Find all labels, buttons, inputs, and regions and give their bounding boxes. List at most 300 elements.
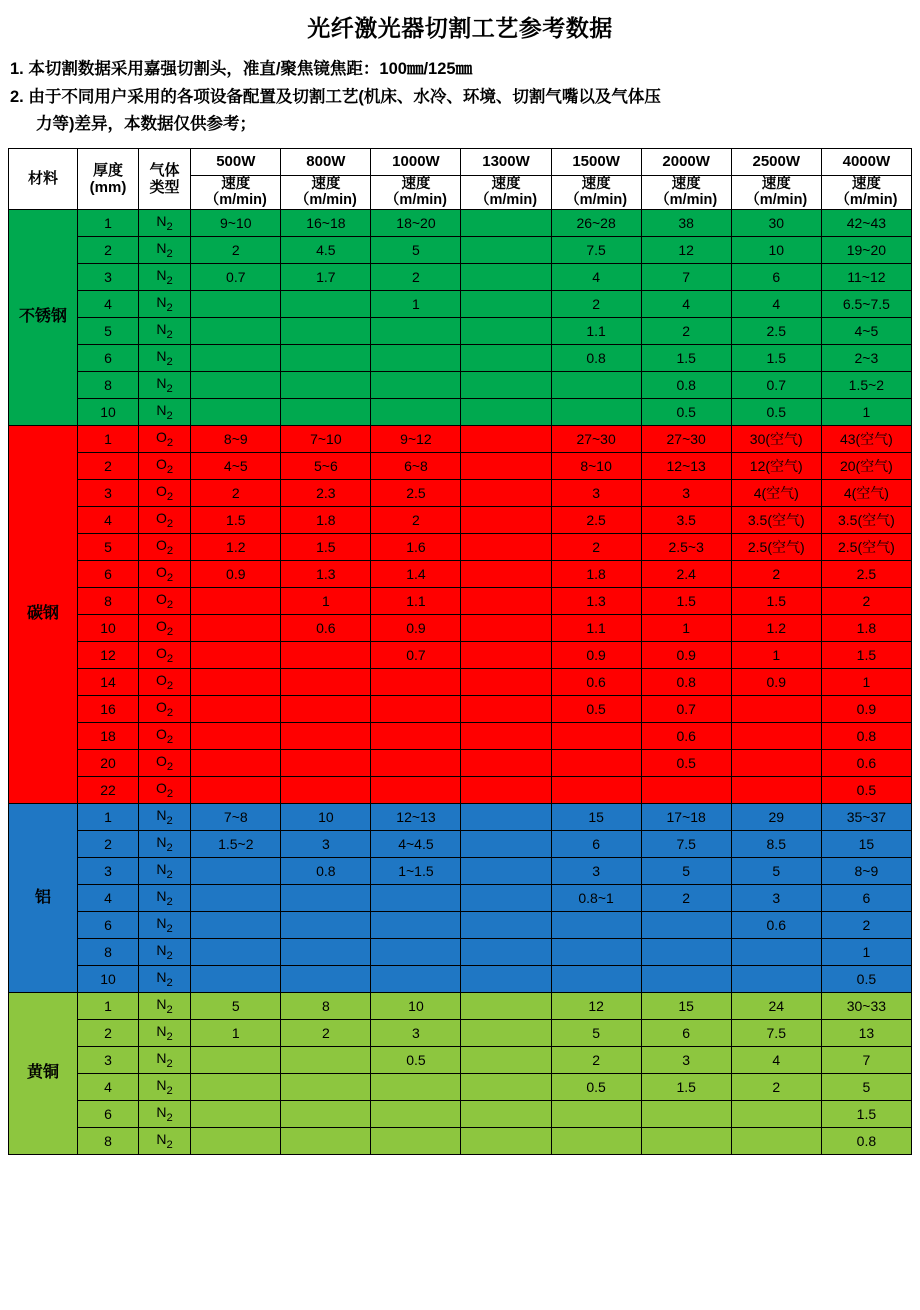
speed-cell xyxy=(461,1020,551,1047)
thickness-cell: 6 xyxy=(78,912,139,939)
header-speed-1000w xyxy=(371,175,461,209)
gas-cell: $O_2$ xyxy=(138,426,190,453)
speed-cell: 1.5 xyxy=(731,588,821,615)
speed-cell: 0.9 xyxy=(641,642,731,669)
speed-cell xyxy=(371,912,461,939)
table-row xyxy=(9,210,912,237)
speed-cell: 1.4 xyxy=(371,561,461,588)
speed-cell xyxy=(551,723,641,750)
speed-cell: 12 xyxy=(641,237,731,264)
speed-cell xyxy=(461,885,551,912)
speed-cell: 4 xyxy=(731,291,821,318)
speed-cell: 4.5 xyxy=(281,237,371,264)
speed-cell xyxy=(461,804,551,831)
speed-cell xyxy=(281,777,371,804)
table-row xyxy=(9,318,912,345)
header-speed-1500w xyxy=(551,175,641,209)
speed-cell xyxy=(191,966,281,993)
speed-cell: 5 xyxy=(821,1074,911,1101)
table-row xyxy=(9,426,912,453)
speed-cell: 1.5 xyxy=(821,642,911,669)
speed-cell: 8~10 xyxy=(551,453,641,480)
speed-cell: 17~18 xyxy=(641,804,731,831)
speed-cell: 3.5(空气) xyxy=(731,507,821,534)
speed-cell: 10 xyxy=(281,804,371,831)
speed-cell xyxy=(461,912,551,939)
thickness-cell: 4 xyxy=(78,1074,139,1101)
thickness-cell: 10 xyxy=(78,615,139,642)
speed-cell xyxy=(191,615,281,642)
speed-cell: 7 xyxy=(821,1047,911,1074)
speed-cell: 3 xyxy=(551,858,641,885)
header-speed-4000w xyxy=(821,175,911,209)
table-row xyxy=(9,453,912,480)
table-row xyxy=(9,534,912,561)
gas-cell: $O_2$ xyxy=(138,750,190,777)
speed-cell: 38 xyxy=(641,210,731,237)
table-row xyxy=(9,345,912,372)
speed-cell: 27~30 xyxy=(641,426,731,453)
speed-cell: 1.8 xyxy=(551,561,641,588)
speed-cell xyxy=(281,291,371,318)
thickness-cell: 18 xyxy=(78,723,139,750)
speed-cell: 0.7 xyxy=(641,696,731,723)
speed-cell: 2~3 xyxy=(821,345,911,372)
header-power-2500w: 2500W xyxy=(731,148,821,175)
speed-cell: 4 xyxy=(731,1047,821,1074)
table-row xyxy=(9,696,912,723)
thickness-cell: 5 xyxy=(78,318,139,345)
speed-cell xyxy=(551,1101,641,1128)
speed-cell: 3 xyxy=(641,1047,731,1074)
speed-cell: 2 xyxy=(821,912,911,939)
speed-cell xyxy=(551,1128,641,1155)
gas-cell: $N_2$ xyxy=(138,804,190,831)
speed-cell: 12 xyxy=(551,993,641,1020)
speed-cell xyxy=(461,993,551,1020)
header-material: 材料 xyxy=(9,148,78,209)
speed-cell xyxy=(461,237,551,264)
speed-cell: 2 xyxy=(191,237,281,264)
speed-cell xyxy=(731,1128,821,1155)
speed-cell: 2 xyxy=(371,507,461,534)
speed-cell: 0.9 xyxy=(191,561,281,588)
speed-cell xyxy=(191,372,281,399)
speed-cell: 0.5 xyxy=(371,1047,461,1074)
speed-cell: 5 xyxy=(371,237,461,264)
speed-cell xyxy=(191,642,281,669)
speed-cell: 8.5 xyxy=(731,831,821,858)
speed-cell xyxy=(461,561,551,588)
cutting-parameters-table xyxy=(8,148,912,1155)
speed-cell xyxy=(461,696,551,723)
speed-cell: 1~1.5 xyxy=(371,858,461,885)
speed-cell xyxy=(281,912,371,939)
speed-cell xyxy=(191,939,281,966)
speed-cell: 7.5 xyxy=(551,237,641,264)
speed-cell: 35~37 xyxy=(821,804,911,831)
speed-cell: 7.5 xyxy=(731,1020,821,1047)
speed-unit: （m/min) xyxy=(835,192,898,209)
speed-label: 速度 xyxy=(491,175,521,192)
gas-cell: $N_2$ xyxy=(138,966,190,993)
speed-cell: 0.5 xyxy=(641,750,731,777)
speed-cell: 3 xyxy=(641,480,731,507)
speed-label: 速度 xyxy=(221,175,251,192)
speed-cell: 0.6 xyxy=(641,723,731,750)
header-gas-line2: 类型 xyxy=(149,178,180,196)
speed-cell: 1 xyxy=(821,939,911,966)
table-row xyxy=(9,993,912,1020)
material-cell: 不锈钢 xyxy=(9,210,78,426)
speed-cell: 4~5 xyxy=(821,318,911,345)
header-gas xyxy=(138,148,190,209)
speed-cell: 2 xyxy=(731,561,821,588)
speed-cell: 0.6 xyxy=(821,750,911,777)
speed-cell xyxy=(281,372,371,399)
speed-cell: 15 xyxy=(551,804,641,831)
speed-cell xyxy=(551,912,641,939)
header-power-1500w: 1500W xyxy=(551,148,641,175)
speed-cell: 6 xyxy=(821,885,911,912)
gas-cell: $O_2$ xyxy=(138,777,190,804)
speed-cell xyxy=(191,1074,281,1101)
table-row xyxy=(9,399,912,426)
gas-cell: $N_2$ xyxy=(138,210,190,237)
speed-cell: 1 xyxy=(281,588,371,615)
header-power-1300w: 1300W xyxy=(461,148,551,175)
thickness-cell: 3 xyxy=(78,264,139,291)
gas-cell: $O_2$ xyxy=(138,507,190,534)
speed-cell: 2 xyxy=(641,885,731,912)
speed-cell xyxy=(731,723,821,750)
speed-cell: 5~6 xyxy=(281,453,371,480)
speed-cell: 7~8 xyxy=(191,804,281,831)
speed-cell: 7.5 xyxy=(641,831,731,858)
table-row xyxy=(9,858,912,885)
speed-cell: 15 xyxy=(641,993,731,1020)
notes-block xyxy=(10,57,912,138)
speed-cell: 1.5~2 xyxy=(821,372,911,399)
speed-cell xyxy=(731,696,821,723)
speed-cell: 0.6 xyxy=(731,912,821,939)
document-page xyxy=(0,10,920,1310)
speed-cell xyxy=(461,453,551,480)
gas-cell: $O_2$ xyxy=(138,615,190,642)
header-row-power xyxy=(9,148,912,175)
speed-cell: 1.5 xyxy=(641,1074,731,1101)
speed-cell: 1.3 xyxy=(281,561,371,588)
speed-cell: 13 xyxy=(821,1020,911,1047)
speed-cell xyxy=(461,858,551,885)
thickness-cell: 4 xyxy=(78,291,139,318)
table-row xyxy=(9,588,912,615)
speed-cell xyxy=(281,750,371,777)
gas-cell: $O_2$ xyxy=(138,696,190,723)
thickness-cell: 4 xyxy=(78,885,139,912)
speed-cell: 5 xyxy=(731,858,821,885)
speed-cell: 6.5~7.5 xyxy=(821,291,911,318)
speed-cell xyxy=(281,696,371,723)
speed-cell xyxy=(461,669,551,696)
speed-cell xyxy=(461,750,551,777)
speed-cell: 42~43 xyxy=(821,210,911,237)
speed-cell: 2 xyxy=(281,1020,371,1047)
speed-cell: 1.1 xyxy=(551,615,641,642)
speed-unit: （m/min) xyxy=(204,192,267,209)
speed-label: 速度 xyxy=(671,175,701,192)
speed-cell xyxy=(191,885,281,912)
speed-cell: 0.5 xyxy=(641,399,731,426)
speed-cell: 1.5 xyxy=(281,534,371,561)
speed-cell xyxy=(461,777,551,804)
speed-cell: 4(空气) xyxy=(821,480,911,507)
note-line-1: 1. 本切割数据采用嘉强切割头，准直/聚焦镜焦距：100㎜/125㎜ xyxy=(10,60,473,78)
speed-cell xyxy=(281,318,371,345)
speed-cell xyxy=(461,372,551,399)
table-row xyxy=(9,1074,912,1101)
gas-cell: $N_2$ xyxy=(138,318,190,345)
speed-cell: 0.9 xyxy=(821,696,911,723)
speed-cell xyxy=(371,1074,461,1101)
gas-cell: $N_2$ xyxy=(138,291,190,318)
material-cell: 铝 xyxy=(9,804,78,993)
speed-unit: （m/min) xyxy=(655,192,718,209)
speed-cell xyxy=(641,1101,731,1128)
speed-unit: （m/min) xyxy=(745,192,808,209)
speed-cell: 4(空气) xyxy=(731,480,821,507)
thickness-cell: 2 xyxy=(78,237,139,264)
thickness-cell: 1 xyxy=(78,804,139,831)
speed-cell: 1.1 xyxy=(551,318,641,345)
thickness-cell: 2 xyxy=(78,1020,139,1047)
speed-cell: 1 xyxy=(821,399,911,426)
speed-cell: 12~13 xyxy=(641,453,731,480)
thickness-cell: 14 xyxy=(78,669,139,696)
table-row xyxy=(9,669,912,696)
speed-cell: 11~12 xyxy=(821,264,911,291)
speed-cell xyxy=(461,399,551,426)
table-body xyxy=(9,210,912,1155)
thickness-cell: 2 xyxy=(78,831,139,858)
speed-cell xyxy=(461,480,551,507)
header-power-4000w: 4000W xyxy=(821,148,911,175)
speed-label: 速度 xyxy=(851,175,881,192)
speed-cell xyxy=(371,885,461,912)
thickness-cell: 3 xyxy=(78,480,139,507)
thickness-cell: 5 xyxy=(78,534,139,561)
speed-cell: 6 xyxy=(731,264,821,291)
speed-unit: （m/min) xyxy=(475,192,538,209)
gas-cell: $N_2$ xyxy=(138,372,190,399)
speed-cell: 0.9 xyxy=(371,615,461,642)
speed-cell xyxy=(371,750,461,777)
speed-cell xyxy=(191,912,281,939)
speed-cell xyxy=(641,1128,731,1155)
speed-cell: 8~9 xyxy=(191,426,281,453)
page-title: 光纤激光器切割工艺参考数据 xyxy=(307,15,613,41)
header-power-1000w: 1000W xyxy=(371,148,461,175)
gas-cell: $N_2$ xyxy=(138,237,190,264)
speed-cell: 2 xyxy=(191,480,281,507)
speed-cell: 0.9 xyxy=(551,642,641,669)
speed-cell: 0.5 xyxy=(731,399,821,426)
speed-cell: 0.8 xyxy=(641,372,731,399)
speed-cell: 9~10 xyxy=(191,210,281,237)
table-row xyxy=(9,561,912,588)
table-row xyxy=(9,912,912,939)
speed-cell xyxy=(191,696,281,723)
speed-cell xyxy=(281,642,371,669)
header-thickness-line1: 厚度 xyxy=(92,161,123,179)
speed-cell: 7 xyxy=(641,264,731,291)
speed-cell: 10 xyxy=(371,993,461,1020)
speed-cell: 16~18 xyxy=(281,210,371,237)
speed-cell: 0.6 xyxy=(551,669,641,696)
speed-cell: 15 xyxy=(821,831,911,858)
gas-cell: $N_2$ xyxy=(138,1020,190,1047)
speed-cell xyxy=(191,1101,281,1128)
speed-cell: 7~10 xyxy=(281,426,371,453)
speed-cell xyxy=(551,939,641,966)
header-speed-500w xyxy=(191,175,281,209)
table-row xyxy=(9,939,912,966)
speed-cell: 12(空气) xyxy=(731,453,821,480)
speed-cell xyxy=(551,372,641,399)
speed-cell xyxy=(191,723,281,750)
table-row xyxy=(9,966,912,993)
speed-cell xyxy=(641,777,731,804)
speed-cell: 43(空气) xyxy=(821,426,911,453)
speed-cell: 0.7 xyxy=(371,642,461,669)
speed-cell: 4~5 xyxy=(191,453,281,480)
speed-cell: 3 xyxy=(731,885,821,912)
gas-cell: $N_2$ xyxy=(138,1101,190,1128)
speed-cell: 1.5 xyxy=(641,345,731,372)
speed-cell: 1.5~2 xyxy=(191,831,281,858)
speed-cell xyxy=(641,966,731,993)
speed-cell: 0.5 xyxy=(821,966,911,993)
speed-cell: 6 xyxy=(641,1020,731,1047)
speed-cell: 1.2 xyxy=(731,615,821,642)
speed-cell xyxy=(461,318,551,345)
speed-cell xyxy=(461,1101,551,1128)
speed-cell: 2.5 xyxy=(731,318,821,345)
speed-cell: 0.8 xyxy=(641,669,731,696)
gas-cell: $N_2$ xyxy=(138,264,190,291)
speed-cell: 2 xyxy=(821,588,911,615)
speed-cell xyxy=(191,291,281,318)
speed-label: 速度 xyxy=(581,175,611,192)
speed-cell xyxy=(281,885,371,912)
header-speed-1300w xyxy=(461,175,551,209)
speed-cell xyxy=(461,939,551,966)
thickness-cell: 10 xyxy=(78,399,139,426)
speed-cell: 6~8 xyxy=(371,453,461,480)
table-row xyxy=(9,1101,912,1128)
speed-cell: 0.8 xyxy=(551,345,641,372)
thickness-cell: 8 xyxy=(78,1128,139,1155)
thickness-cell: 1 xyxy=(78,993,139,1020)
speed-cell xyxy=(371,399,461,426)
speed-cell: 3.5 xyxy=(641,507,731,534)
table-row xyxy=(9,615,912,642)
speed-cell: 9~12 xyxy=(371,426,461,453)
speed-cell: 0.7 xyxy=(731,372,821,399)
speed-cell: 4 xyxy=(551,264,641,291)
speed-unit: （m/min) xyxy=(294,192,357,209)
speed-cell: 1.5 xyxy=(731,345,821,372)
speed-cell: 1 xyxy=(371,291,461,318)
table-row xyxy=(9,1128,912,1155)
speed-cell: 5 xyxy=(191,993,281,1020)
speed-cell: 2.3 xyxy=(281,480,371,507)
speed-cell: 10 xyxy=(731,237,821,264)
speed-cell xyxy=(371,1101,461,1128)
table-head xyxy=(9,148,912,209)
speed-cell: 1.8 xyxy=(821,615,911,642)
speed-cell xyxy=(461,642,551,669)
speed-cell: 0.8~1 xyxy=(551,885,641,912)
table-row xyxy=(9,237,912,264)
speed-cell xyxy=(281,1101,371,1128)
speed-cell: 1.5 xyxy=(191,507,281,534)
speed-cell xyxy=(731,939,821,966)
speed-cell: 2.4 xyxy=(641,561,731,588)
table-row xyxy=(9,831,912,858)
thickness-cell: 8 xyxy=(78,372,139,399)
speed-cell xyxy=(461,426,551,453)
speed-cell xyxy=(461,1074,551,1101)
speed-cell xyxy=(281,345,371,372)
table-row xyxy=(9,885,912,912)
speed-cell: 18~20 xyxy=(371,210,461,237)
gas-cell: $O_2$ xyxy=(138,561,190,588)
material-cell: 黄铜 xyxy=(9,993,78,1155)
speed-cell: 3 xyxy=(281,831,371,858)
speed-cell xyxy=(461,507,551,534)
gas-cell: $O_2$ xyxy=(138,669,190,696)
speed-cell: 3 xyxy=(371,1020,461,1047)
thickness-cell: 6 xyxy=(78,345,139,372)
speed-cell: 20(空气) xyxy=(821,453,911,480)
table-row xyxy=(9,507,912,534)
speed-cell xyxy=(371,345,461,372)
speed-cell xyxy=(551,750,641,777)
table-row xyxy=(9,372,912,399)
speed-cell: 1 xyxy=(731,642,821,669)
speed-cell: 1.6 xyxy=(371,534,461,561)
speed-cell: 2.5(空气) xyxy=(731,534,821,561)
speed-unit: （m/min) xyxy=(565,192,628,209)
speed-cell xyxy=(461,1128,551,1155)
speed-cell: 2 xyxy=(551,1047,641,1074)
speed-cell: 24 xyxy=(731,993,821,1020)
thickness-cell: 3 xyxy=(78,858,139,885)
table-row xyxy=(9,480,912,507)
speed-label: 速度 xyxy=(311,175,341,192)
speed-cell xyxy=(461,1047,551,1074)
speed-cell: 1.5 xyxy=(641,588,731,615)
speed-cell: 1.8 xyxy=(281,507,371,534)
gas-cell: $O_2$ xyxy=(138,453,190,480)
material-cell: 碳钢 xyxy=(9,426,78,804)
speed-cell: 1 xyxy=(641,615,731,642)
thickness-cell: 6 xyxy=(78,561,139,588)
header-speed-800w xyxy=(281,175,371,209)
speed-cell: 1.2 xyxy=(191,534,281,561)
speed-cell xyxy=(191,345,281,372)
